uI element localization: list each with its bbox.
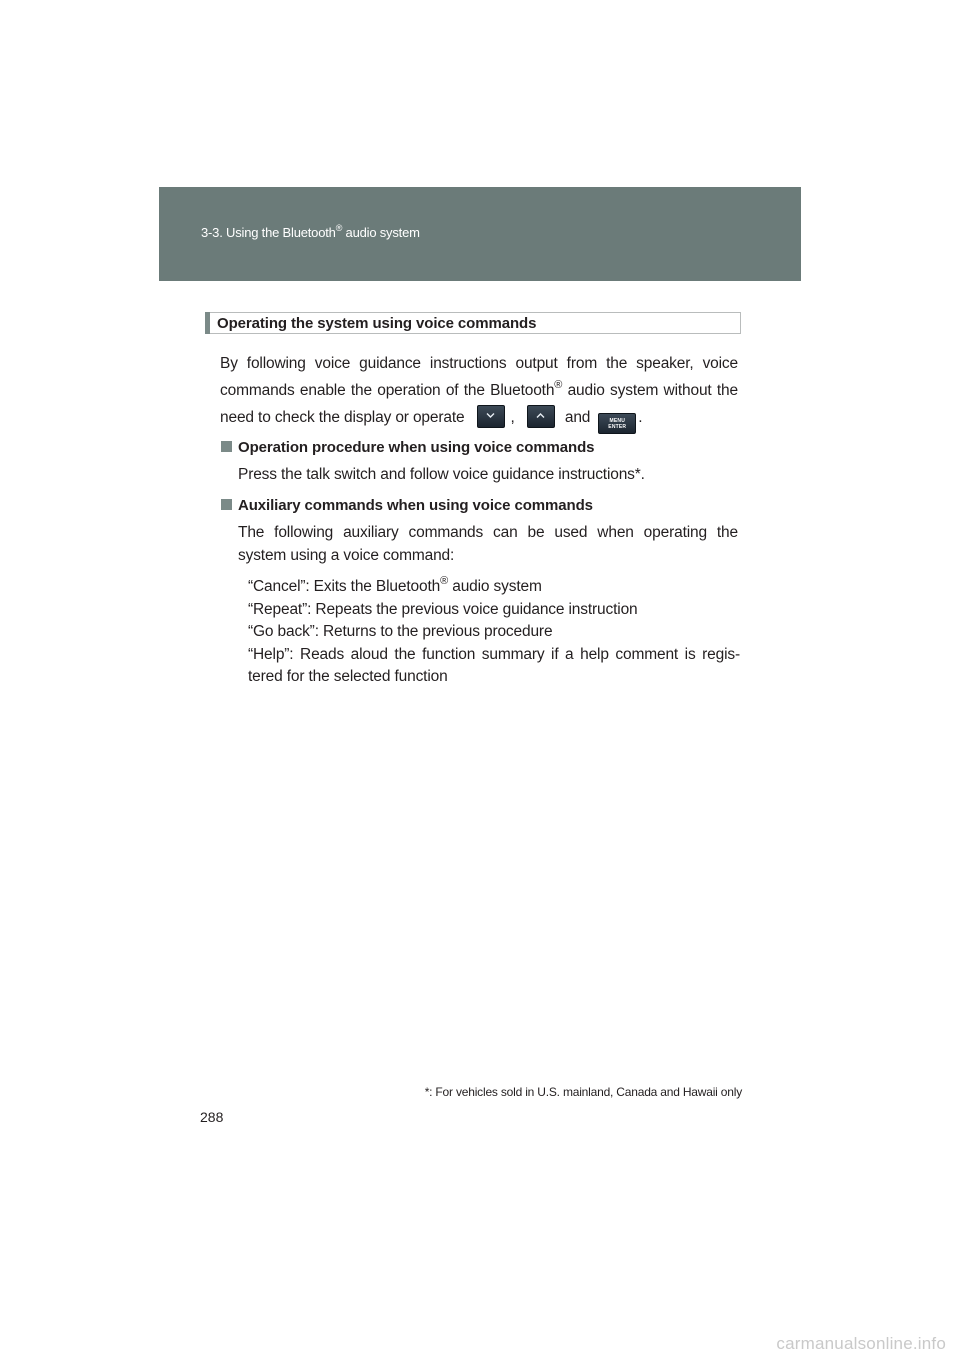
square-bullet-icon	[221, 441, 232, 452]
registered-mark: ®	[440, 575, 449, 587]
menu-key-label: MENU	[609, 418, 626, 424]
down-arrow-key-icon	[477, 405, 505, 428]
chapter-title-text: 3-3. Using the Bluetooth	[201, 225, 336, 240]
intro-text-2: audio system without the need to check the display or operate	[220, 382, 738, 426]
command-repeat: “Repeat”: Repeats the previous voice guidance instruction	[248, 600, 638, 618]
auxiliary-text: The following auxiliary commands can be used when operating the system using a voice command:	[238, 524, 738, 564]
registered-mark: ®	[554, 379, 563, 391]
square-bullet-icon	[221, 499, 232, 510]
chapter-title-suffix: audio system	[342, 225, 420, 240]
command-cancel-text: “Cancel”: Exits the Bluetooth	[248, 578, 441, 595]
command-cancel-suffix: audio system	[448, 578, 542, 595]
intro-paragraph	[220, 350, 738, 434]
auxiliary-heading-text: Auxiliary commands when using voice commands	[238, 497, 593, 514]
watermark: carmanualsonline.info	[776, 1334, 946, 1353]
command-list	[248, 576, 740, 689]
section-accent	[205, 312, 210, 334]
footnote: *: For vehicles sold in U.S. mainland, Canada and Hawaii only	[424, 1085, 742, 1099]
chapter-header	[159, 187, 801, 281]
page-number: 288	[200, 1109, 224, 1125]
intro-text-1: By following voice guidance instructions output from the speaker, voice commands enable the operation of the Bluetooth	[220, 355, 738, 399]
section-heading-bar	[205, 312, 741, 334]
auxiliary-heading	[221, 497, 593, 514]
procedure-heading	[221, 439, 594, 456]
command-help: “Help”: Reads aloud the function summary if a help comment is regis-tered for the selected function	[248, 645, 740, 685]
enter-key-label: ENTER	[608, 424, 627, 430]
intro-comma: ,	[510, 409, 515, 426]
up-arrow-key-icon	[527, 405, 555, 428]
command-go-back: “Go back”: Returns to the previous procedure	[248, 623, 553, 640]
procedure-heading-text: Operation procedure when using voice commands	[238, 439, 595, 456]
command-cancel	[248, 576, 740, 599]
menu-enter-key-icon	[598, 413, 636, 434]
intro-period: .	[638, 409, 643, 426]
intro-and: and	[564, 409, 591, 426]
registered-mark: ®	[335, 223, 343, 233]
procedure-text: Press the talk switch and follow voice guidance instructions*.	[238, 466, 645, 483]
section-title: Operating the system using voice commands	[217, 315, 537, 332]
chapter-title	[201, 225, 420, 240]
